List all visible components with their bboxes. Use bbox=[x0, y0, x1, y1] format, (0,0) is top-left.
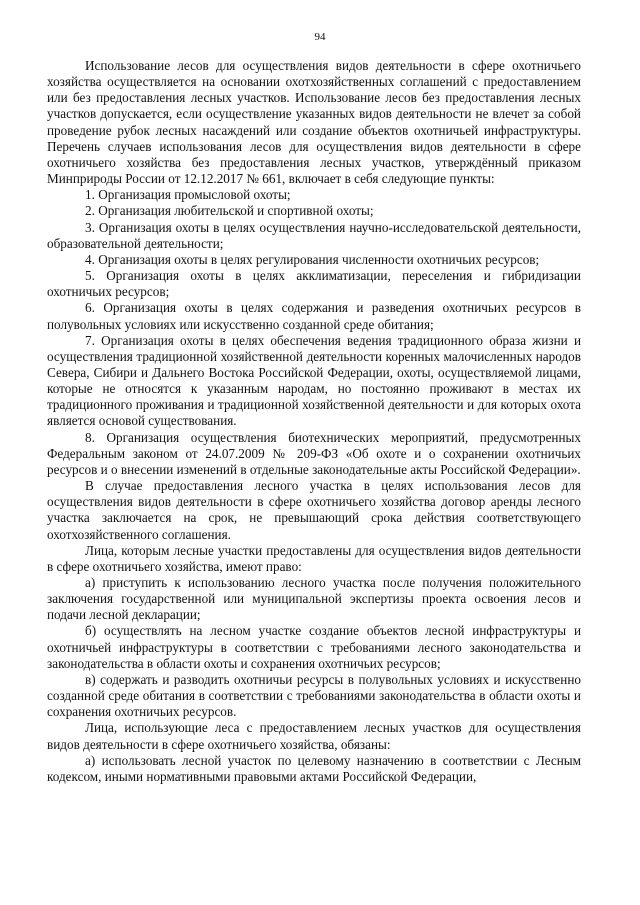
rights-item-a: а) приступить к использованию лесного участка после получения положительного заключения государственной или муниципальной экспертизы проекта освоения лесов и подачи лесной декларации; bbox=[47, 575, 581, 623]
paragraph-intro: Использование лесов для осуществления видов деятельности в сфере охотничьего хозяйства осуществляется на основании охотхозяйственных соглашений с предоставлением или без предоставления лесных участков. Использование лесов без предоставления лесных участков допускается, если осуществление указанных видов деятельности не влечет за собой проведение рубок лесных насаждений или создание объектов охотничьей инфраструктуры. Перечень случаев использования лесов для осуществления видов деятельности в сфере охотничьего хозяйства без предоставления лесных участков, утверждённый приказом Минприроды России от 12.12.2017 № 661, включает в себя следующие пункты: bbox=[47, 58, 581, 187]
paragraph-lease-term: В случае предоставления лесного участка в целях использования лесов для осуществления видов деятельности в сфере охотничьего хозяйства договор аренды лесного участка заключается на срок, не превышающий срока действия соответствующего охотхозяйственного соглашения. bbox=[47, 478, 581, 542]
list-item-8: 8. Организация осуществления биотехнических мероприятий, предусмотренных Федеральным законом от 24.07.2009 № 209-ФЗ «Об охоте и о сохранении охотничьих ресурсов и о внесении изменений в отдельные законодательные акты Российской Федерации». bbox=[47, 429, 581, 477]
document-body bbox=[47, 58, 581, 785]
list-item-1: 1. Организация промысловой охоты; bbox=[85, 187, 291, 203]
paragraph-obligations-intro: Лица, использующие леса с предоставлением лесных участков для осуществления видов деятельности в сфере охотничьего хозяйства, обязаны: bbox=[47, 720, 581, 752]
list-item-4: 4. Организация охоты в целях регулирования численности охотничьих ресурсов; bbox=[85, 251, 540, 267]
list-item-2: 2. Организация любительской и спортивной охоты; bbox=[85, 203, 374, 219]
paragraph-rights-intro: Лица, которым лесные участки предоставлены для осуществления видов деятельности в сфере охотничьего хозяйства, имеют право: bbox=[47, 542, 581, 574]
list-item-7: 7. Организация охоты в целях обеспечения ведения традиционного образа жизни и осуществления традиционной хозяйственной деятельности коренных малочисленных народов Севера, Сибири и Дальнего Востока Российской Федерации, охоты, осуществляемой лицами, которые не относятся к указанным народам, но постоянно проживают в местах их традиционного проживания и традиционной хозяйственной деятельности и для которых охота является основой существования. bbox=[47, 332, 581, 429]
list-item-5: 5. Организация охоты в целях акклиматизации, переселения и гибридизации охотничьих ресурсов; bbox=[47, 268, 581, 300]
page-number: 94 bbox=[314, 31, 326, 43]
obligations-item-a: а) использовать лесной участок по целевому назначению в соответствии с Лесным кодексом, иными нормативными правовыми актами Российской Федерации, bbox=[47, 752, 581, 784]
rights-item-v: в) содержать и разводить охотничьи ресурсы в полувольных условиях и искусственно созданной среде обитания в соответствии с требованиями законодательства в области охоты и сохранения охотничьих ресурсов. bbox=[47, 671, 581, 720]
list-item-3: 3. Организация охоты в целях осуществления научно-исследовательской деятельности, образовательной деятельности; bbox=[47, 219, 581, 251]
rights-item-b: б) осуществлять на лесном участке создание объектов лесной инфраструктуры и охотничьей инфраструктуры в соответствии с требованиями лесного законодательства и законодательства в области охоты и сохранения охотничьих ресурсов; bbox=[47, 623, 581, 671]
list-item-6: 6. Организация охоты в целях содержания и разведения охотничьих ресурсов в полувольных условиях или искусственно созданной среде обитания; bbox=[47, 300, 581, 332]
